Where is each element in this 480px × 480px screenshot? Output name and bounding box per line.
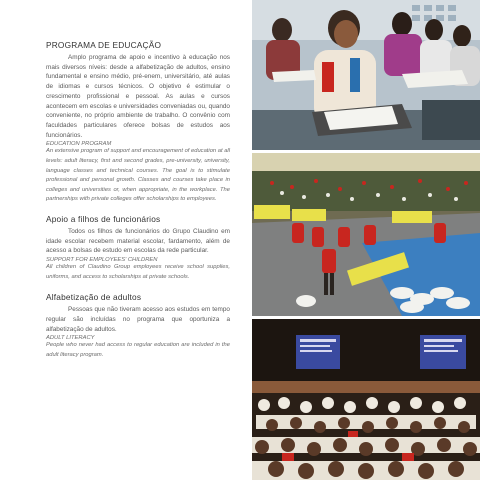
section-title: PROGRAMA DE EDUCAÇÃO bbox=[46, 40, 162, 50]
school-supplies-distribution-photo bbox=[252, 153, 480, 316]
section-title-en: SUPPORT FOR EMPLOYEES' CHILDREN bbox=[46, 257, 158, 263]
section-title: Apoio a filhos de funcionários bbox=[46, 213, 161, 224]
auditorium-audience-photo bbox=[252, 319, 480, 480]
section-body-pt: Pessoas que não tiveram acesso aos estudos em tempo regular são incluídas no programa que oportuniza a alfabetização de adultos. bbox=[46, 306, 230, 333]
section-adult-literacy bbox=[46, 292, 230, 360]
section-body-en: All children of Claudino Group employees receive school supplies, uniforms, and access to scholarships at private schools. bbox=[46, 264, 230, 280]
section-body-en: People who never had access to regular education are included in the adult literacy program. bbox=[46, 342, 230, 358]
section-title-en: ADULT LITERACY bbox=[46, 335, 95, 342]
section-body-pt: Todos os filhos de funcionários do Grupo Claudino em idade escolar recebem material escolar, fardamento, além de acesso a bolsas de estudo em escolas da rede particular. bbox=[46, 227, 230, 255]
section-education-program bbox=[46, 40, 230, 205]
section-title: Alfabetização de adultos bbox=[46, 292, 142, 303]
section-body-pt: Amplo programa de apoio e incentivo à educação nos mais diversos níveis: desde a alfabetização de adultos, ensino fundamental e ensino médio, pré-enem, universitário, até aulas de idiomas e cursos técnicos. O objetivo é estimular o crescimento profissional e pessoal. As aulas e cursos acontecem em escolas e universidades conveniadas ou, quando conveniente, no próprio ambiente de trabalho. O convênio com faculdades particulares oferece bolsas de estudos aos funcionários. bbox=[46, 54, 230, 139]
section-employee-children bbox=[46, 214, 230, 282]
section-body-en: An extensive program of support and encouragement of education at all levels: adult literacy, first and second grades, pre-university, university, language classes and technical courses. The goal is to stimulate professional and personal growth. Classes and courses take place in colleges and universities or, when appropriate, in the workplace. The partnerships with private colleges offer scholarships to employees. bbox=[46, 148, 231, 203]
text-column bbox=[46, 40, 230, 370]
section-title-en: EDUCATION PROGRAM bbox=[46, 141, 112, 148]
adult-students-writing-photo bbox=[252, 0, 480, 150]
